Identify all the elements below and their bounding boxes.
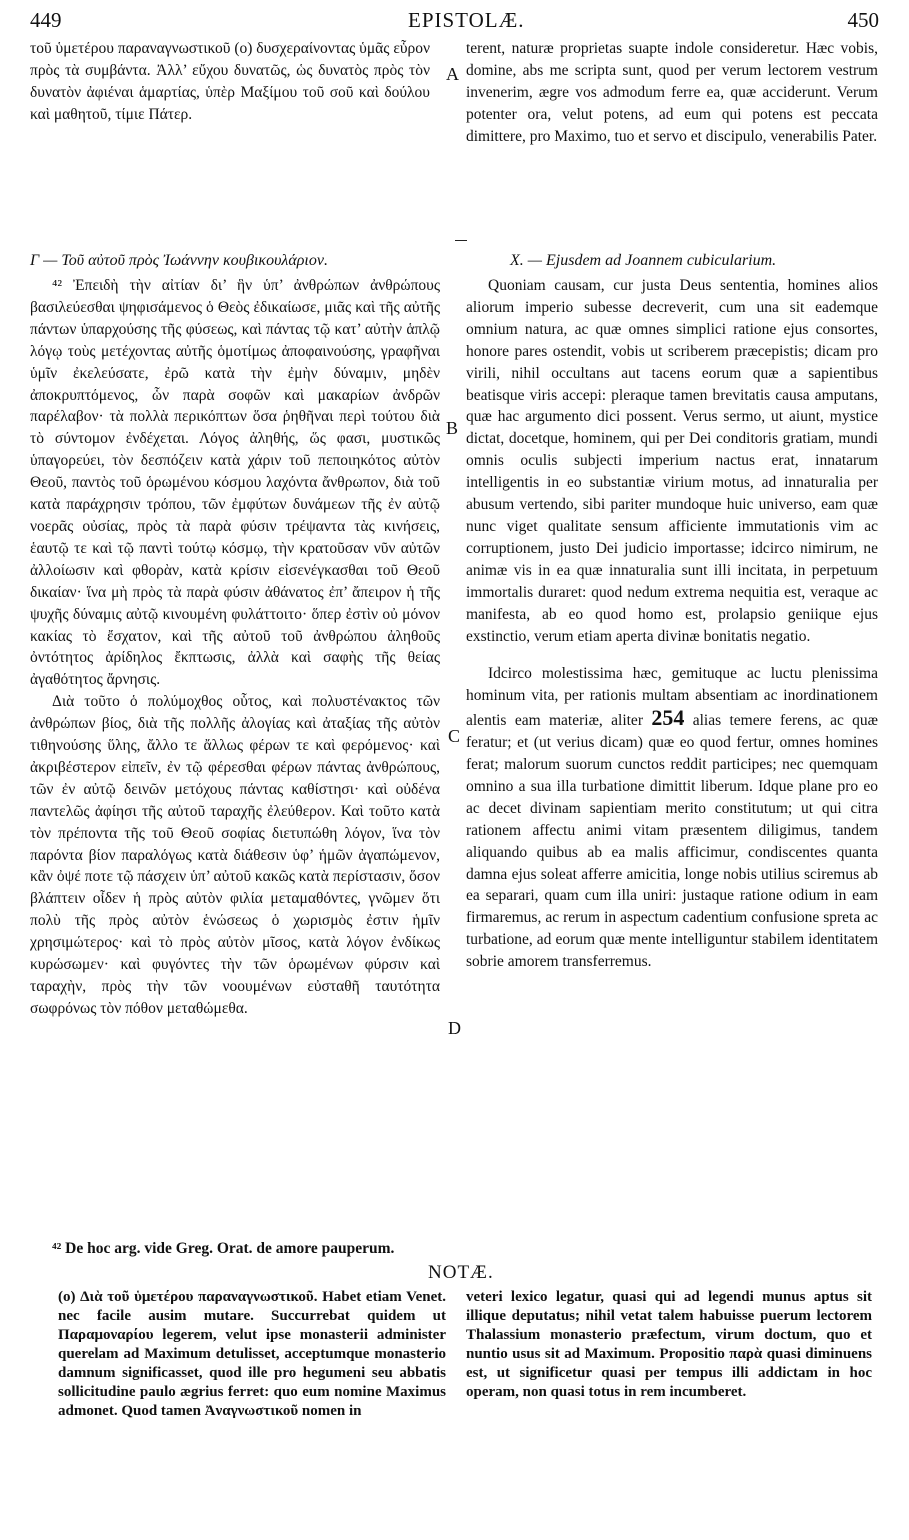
- section-marker-b: B: [446, 418, 459, 438]
- column-number: 254: [651, 705, 685, 731]
- greek-epistle-title: Γ — Τοῦ αὐτοῦ πρὸς Ἰωάννην κουβικουλάριον.: [30, 252, 328, 269]
- latin-paragraph-1: Quoniam causam, cur justa Deus sententia, homines alios aliorum imperio subesse decreverit, cum una sit eademque omnium natura, ac quæ omnes simplici ratione ejus consortes, honore pares ostendit, vobis ut scriberem præcepistis; dicam pro virili, nihil occultans aut tacens eorum quæ a sapientibus beatisque viris accepi: pleraque tamen brevitatis causa amputans, quæ hac argumento dici possent. Verus sermo, ut aiunt, mystice dictat, docetque, hominem, qui per Dei conditoris gratiam, mundi omnis oculis subjecti imperium nactus erat, innatarum intelligentis in eo substantiæ virium motus, ad innaturalia per abusum vertendo, sibi pariter mundoque huic universo, eam quæ nunc viget qualitate sensum afficiente immutationis vim ac corruptionem, justo Dei judicio importasse; idcirco nimirum, ne animæ vis in ea quæ innaturalia sunt illi incitata, in perpetuum immortalis duraret: quod nedum extrema nequitia est, veraque ac manifesta, ab eo quod homo est, prolapsio geniique ejus exstinctio, verum etiam aperta divinæ bonitatis negatio.: [466, 277, 878, 645]
- greek-top-paragraph: [30, 38, 430, 126]
- greek-body: [30, 275, 440, 1020]
- greek-paragraph-1: ⁴² Ἐπειδὴ τὴν αἰτίαν δι’ ἣν ὑπ’ ἀνθρώπων ἀνθρώπους βασιλεύεσθαι ψηφισάμενος ὁ Θεὸς ἐδικαίωσε, μιᾶς καὶ τῆς αὐτῆς πάντων ὑπαρχούσης τῆς φύσεως, καὶ πάντας τῷ κατ’ αὐτὴν ἁπλῷ λόγῳ τοὺς μετέχοντας αὐτῆς ὁμοτίμως ἀποφαινούσης, γραφῆναι ὑμῖν ἐκελεύσατε, ἐρῶ κατὰ τὴν ἐμὴν δύναμιν, μηδὲν ἀποκρυπτόμενος, ὧν παρὰ σοφῶν καὶ μακαρίων ἀνδρῶν παρέλαβον· τὰ πολλὰ περικόπτων ὅσα ῥηθῆναι περὶ τούτου διὰ τὸ σύντομον ἐνδέχεται. Λόγος ἀληθής, ὥς φασι, μυστικῶς ὑπαγορεύει, τὸν δεσπόζειν κατὰ χάριν τοῦ πεποιηκότος αὐτὸν Θεοῦ, παντὸς τοῦ ὁρωμένου κόσμου λαχόντα ἄνθρωπον, διὰ τοῦ κατὰ παράχρησιν τρόπου, τῶν ἐμφύτων δυνάμεων τῆς ἐν αὐτῷ νοερᾶς οὐσίας, πρὸς τὰ παρὰ φύσιν τρέψαντα τὰς κινήσεις, ἑαυτῷ τε καὶ τῷ παντὶ τούτῳ κόσμῳ, τὴν κρατοῦσαν νῦν αὐτῶν ἀλλοίωσιν καὶ φθορὰν, κατὰ κρίσιν εἰσενέγκασθαι τοῦ Θεοῦ δικαίαν· ἵνα μὴ πρὸς τὰ παρὰ φύσιν ἀθάνατος ἐπ’ ἄπειρον ἡ τῆς ψυχῆς δύναμις αὐτῷ κινουμένη φυλάττοιτο· ὅπερ ἐστὶν οὐ μόνον κακίας τὸ ἔσχατον, καὶ τῆς αὐτοῦ τοῦ ἀνθρώπου ἀληθοῦς ὀντότητος ἀρίδηλος ἔκπτωσις, ἀλλὰ καὶ σαφὴς τῆς θείας ἀγαθότητος ἄρνησις.: [30, 277, 440, 689]
- latin-body: [466, 275, 878, 973]
- latin-paragraph-2-end: alias temere ferens, ac quæ feratur; et (ut verius dicam) quæ eo quod fertur, omnes homines ferat; malorum suorum cunctos reddit participes; nec quemquam omnino a sua illa turbatione dimittit liberum. Idque plane pro eo ac decet divinam sapientiam merito constitutum; ut qui citra rationem affectu animi vitam præsentem diligimus, tandem aliquando quibus ab ea malis afficimur, condiscentes quanta damna ejus soleat afferre amicitia, longe nobis utilius sciremus ab ea separari, quam cum illa uniri: justaque ratione odium in eam firmaremus, ac rerum in aspectum cadentium confusione spreta ac turbatione, ad eorum quæ mente intelliguntur stabilem identitatem sobrie amorem transferremus.: [466, 712, 879, 971]
- latin-top-text: terent, naturæ proprietas suapte indole consideretur. Hæc vobis, domine, abs me scripta sunt, quod per verum lectorem vestrum invenerim, ægre vos admodum ferre ea, quæ acciderunt. Verum potenter ora, velut potens, ad eum qui potens est peccata dimittere, pro Maximo, tuo et servo et discipulo, venerabilis Pater.: [466, 40, 878, 145]
- latin-top-paragraph: [466, 38, 878, 148]
- greek-footnote: ⁴² De hoc arg. vide Greg. Orat. de amore pauperum.: [52, 1240, 395, 1257]
- page-number-left: 449: [30, 8, 62, 32]
- note-left-text: (o) Διὰ τοῦ ὑμετέρου παραναγνωστικοῦ. Habet etiam Venet. nec facile ausim mutare. Succurrebat quidem ut Παραμοναρίου legerem, velut ipse monasterii administer querelam ad Maximum detulisset, acceptumque monasterio damnum significasset, quod ille pro hegumeni seu abbatis sollicitudine paulo ægrius ferret: quo eum nomine Maximus admonet. Quod tamen Ἀναγνωστικοῦ nomen in: [58, 1289, 446, 1419]
- greek-paragraph-2: Διὰ τοῦτο ὁ πολύμοχθος οὗτος, καὶ πολυστένακτος τῶν ἀνθρώπων βίος, διὰ τῆς πολλῆς ἀλογίας καὶ ἀταξίας τῆς αὐτὸν τιθηνούσης ὕλης, ἄλλο τε ἄλλως φέρων τε καὶ φερόμενος· καὶ ἀκριβέστερον εἰπεῖν, ἐν τῷ φέρεσθαι φέρων πάντας ἀνθρώπους, τῶν ἐν αὐτῷ δεινῶν μετόχους πάντας καθίστησι· καὶ οὐδένα παντελῶς ἀφίησι τῆς αὐτοῦ ταραχῆς ἐλεύθερον. Καὶ τοῦτο κατὰ τὸν πρέποντα τῆς τοῦ Θεοῦ σοφίας διετυπώθη λόγον, ἵνα τὸν παρόντα βίον παραλόγως κατὰ διάθεσιν ὑφ’ ἡμῶν ἀγαπώμενον, κἂν ὀψέ ποτε τῷ πάσχειν ὑπ’ αὐτοῦ κακῶς κατὰ περίστασιν, ὅσον βλάπτειν οἶδεν ἡ πρὸς αὐτὸν φιλία μεταμαθόντες, γνῶμεν ὅτι πολὺ τῆς πρὸς αὐτὸν ἑνώσεως ὁ χωρισμὸς ἐστιν ἡμῖν χρησιμώτερος· καὶ τὸ πρὸς αὐτὸν μῖσος, κατὰ λόγον ἐνδίκως κυρώσωμεν· καὶ φυγόντες τὴν τῶν ὁρωμένων φύρσιν καὶ ταραχὴν, πρὸς τὴν τῶν νοουμένων εὐσταθῆ ταυτότητα σωφρόνως τὸν πόθον μεταθώμεθα.: [30, 693, 440, 1017]
- section-marker-d: D: [448, 1018, 461, 1038]
- greek-top-text: τοῦ ὑμετέρου παραναγνωστικοῦ (o) δυσχεραίνοντας ὑμᾶς εὗρον πρὸς τὰ συμβάντα. Ἀλλ’ εὔχου δυνατῶς, ὡς δυνατὸς πρὸς τὸν δυνατὸν ἀφιέναι ἁμαρτίας, ὑπὲρ Μαξίμου τοῦ σοῦ καὶ δούλου καὶ μαθητοῦ, τίμιε Πάτερ.: [30, 40, 430, 123]
- section-marker-a: A: [446, 64, 459, 84]
- notes-heading: NOTÆ.: [428, 1262, 494, 1283]
- separator-rule: [455, 240, 467, 241]
- note-right-text: veteri lexico legatur, quasi qui ad legendi munus aptus sit illique deputatus; nihil vetat talem habuisse puerum lectorem Thalassium monasterio præfectum, virum doctum, quo et nuntio usus sit ad Maximum. Propositio παρὰ quasi diminuens est, ut significetur quasi per tempus illi addictam in hoc operam, non quasi totus in rem incumberet.: [466, 1289, 872, 1400]
- running-title: EPISTOLÆ.: [408, 8, 525, 32]
- notes-left-column: [58, 1288, 446, 1421]
- notes-right-column: [466, 1288, 872, 1402]
- section-marker-c: C: [448, 726, 461, 746]
- latin-paragraph-2-start: Idcirco molestissima hæc, gemituque ac luctu plenissima hominum vita, per rationis multam absentiam ac inordinationem alentis eam materiæ, aliter: [466, 665, 878, 730]
- page-number-right: 450: [847, 8, 879, 32]
- latin-epistle-title: X. — Ejusdem ad Joannem cubicularium.: [510, 252, 777, 269]
- latin-paragraph-2: [466, 663, 878, 973]
